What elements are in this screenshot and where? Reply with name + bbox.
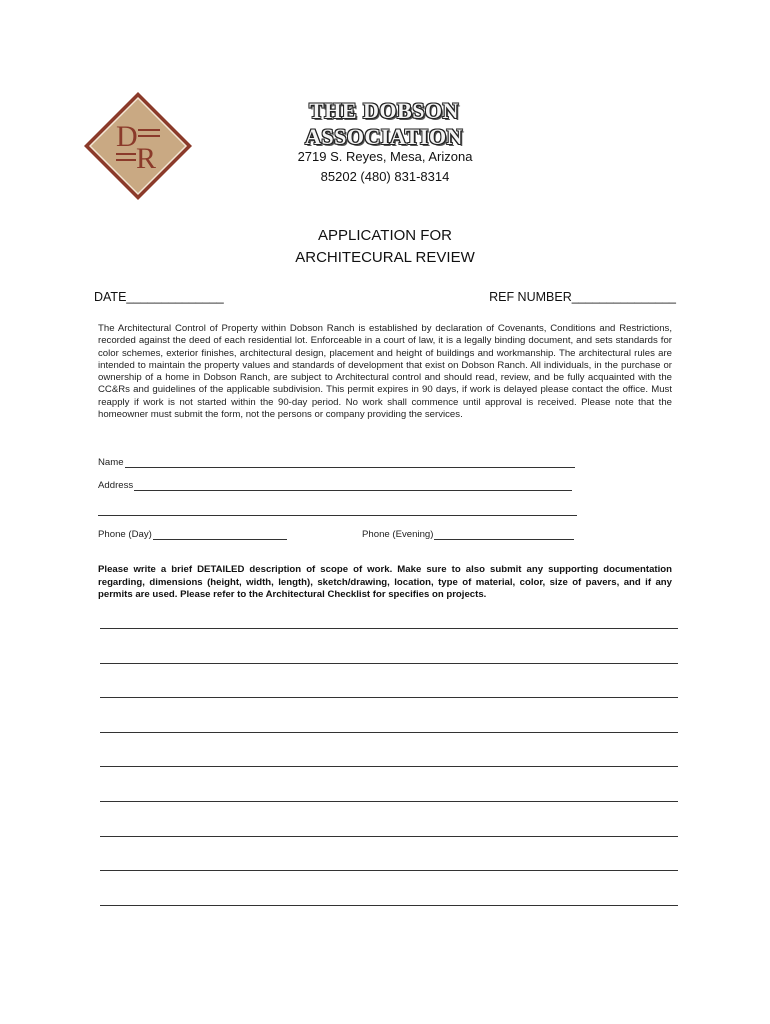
description-line[interactable] — [100, 835, 678, 837]
description-line[interactable] — [100, 869, 678, 871]
description-line[interactable] — [100, 627, 678, 629]
phone-day-field[interactable] — [98, 529, 287, 540]
phone-day-label: Phone (Day) — [98, 529, 152, 540]
address-line-1: 2719 S. Reyes, Mesa, Arizona — [297, 149, 473, 164]
logo-letter-r: R — [136, 142, 157, 175]
name-field[interactable] — [98, 457, 575, 468]
phone-evening-field[interactable] — [362, 529, 574, 540]
description-line[interactable] — [100, 765, 678, 767]
ref-number-field[interactable]: REF NUMBER_______________ — [489, 290, 676, 304]
org-name-line-1: THE DOBSON — [309, 98, 459, 123]
organization-address — [250, 147, 520, 187]
org-name-line-2: ASSOCIATION — [305, 124, 463, 149]
name-label: Name — [98, 457, 124, 468]
address-second-line[interactable] — [98, 514, 577, 516]
description-line[interactable] — [100, 904, 678, 906]
address-input-line[interactable] — [134, 480, 572, 491]
form-title-line-2: ARCHITECURAL REVIEW — [295, 249, 475, 266]
form-title-line-1: APPLICATION FOR — [318, 227, 452, 244]
phone-evening-input-line[interactable] — [434, 529, 574, 540]
dobson-ranch-logo — [82, 90, 194, 202]
name-input-line[interactable] — [125, 457, 575, 468]
description-line[interactable] — [100, 662, 678, 664]
description-line[interactable] — [100, 696, 678, 698]
address-field[interactable] — [98, 480, 572, 491]
phone-evening-label: Phone (Evening) — [362, 529, 434, 540]
form-title — [235, 225, 535, 269]
logo-letter-d: D — [116, 120, 138, 153]
date-field[interactable]: DATE______________ — [94, 290, 224, 304]
description-line[interactable] — [100, 731, 678, 733]
phone-day-input-line[interactable] — [153, 529, 287, 540]
description-line[interactable] — [100, 800, 678, 802]
intro-paragraph: The Architectural Control of Property within Dobson Ranch is established by declaration of Covenants, Conditions and Restrictions, recorded against the deed of each residential lot. Enforceable in a court of law, it is a legally binding document, and sets standards for color schemes, exterior finishes, architectural design, placement and height of buildings and workmanship. The architectural rules are intended to maintain the property values and standards of development that exist on Dobson Ranch. All individuals, in the purchase or ownership of a home in Dobson Ranch, are subject to Architectural control and should read, review, and be fully acquainted with the CC&Rs and guidelines of the applicable subdivision. This permit expires in 90 days, if work is delayed please contact the office. Must reapply if work is not started within the 90-day period. No work shall commence until approval is received. Please note that the homeowner must submit the form, not the persons or company providing the services. — [98, 323, 672, 421]
address-line-2: 85202 (480) 831-8314 — [320, 169, 450, 184]
organization-name — [284, 98, 484, 150]
scope-instructions: Please write a brief DETAILED description of scope of work. Make sure to also submit any supporting documentation regarding, dimensions (height, width, length), sketch/drawing, location, type of material, color, size of pavers, and if any permits are used. Please refer to the Architectural Checklist for specifies on projects. — [98, 564, 672, 600]
address-label: Address — [98, 480, 134, 491]
